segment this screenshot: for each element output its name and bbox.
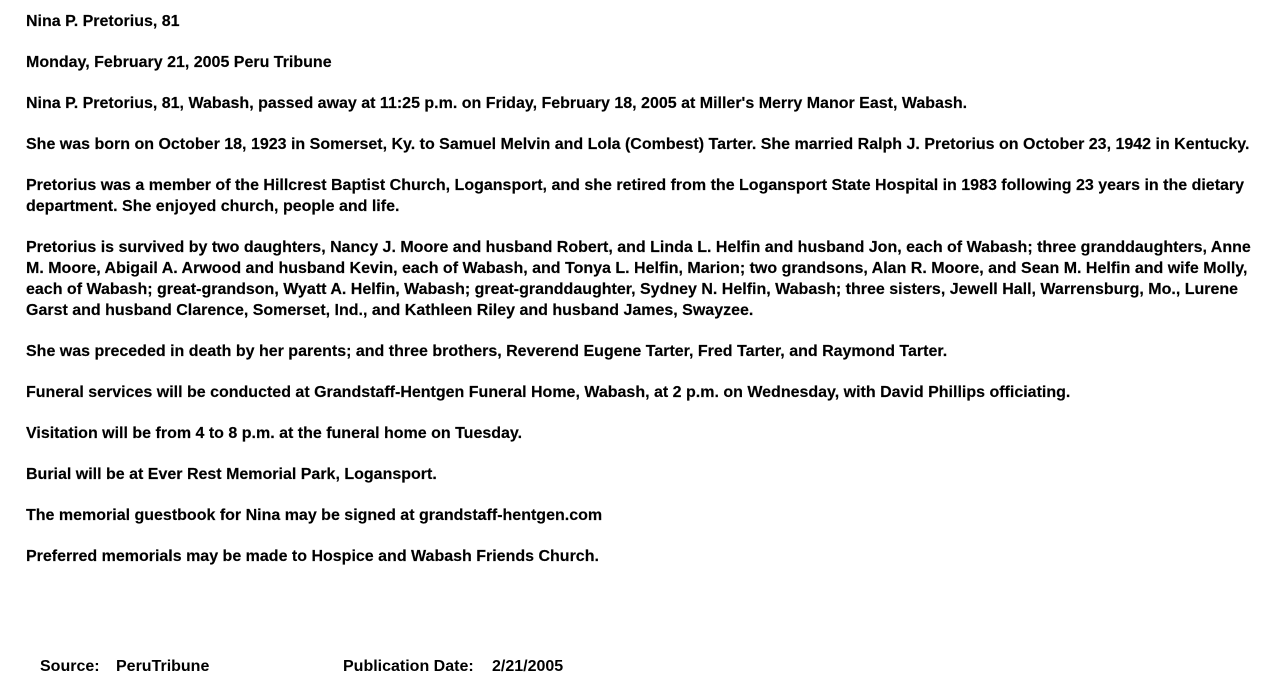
- paragraph-visitation: Visitation will be from 4 to 8 p.m. at the funeral home on Tuesday.: [26, 425, 523, 442]
- paragraph-preceded: She was preceded in death by her parents; and three brothers, Reverend Eugene Tarter, Fred Tarter, and Raymond Tarter.: [26, 343, 948, 360]
- source-label: Source:: [40, 658, 100, 675]
- paragraph-survivors: Pretorius is survived by two daughters, Nancy J. Moore and husband Robert, and Linda L. Helfin and husband Jon, each of Wabash; three granddaughters, Anne M. Moore, Abigail A. Arwood and husband Kevin, each of Wabash, and Tonya L. Helfin, Marion; two grandsons, Alan R. Moore, and Sean M. Helfin and wife Molly, each of Wabash; great-grandson, Wyatt A. Helfin, Wabash; great-granddaughter, Sydney N. Helfin, Wabash; three sisters, Jewell Hall, Warrensburg, Mo., Lurene Garst and husband Clarence, Somerset, Ind., and Kathleen Riley and husband James, Swayzee.: [26, 239, 1251, 319]
- source-value: PeruTribune: [116, 658, 210, 675]
- publication-date-value: 2/21/2005: [492, 658, 564, 675]
- source-footer: [40, 656, 563, 677]
- paragraph-funeral: Funeral services will be conducted at Grandstaff-Hentgen Funeral Home, Wabash, at 2 p.m. on Wednesday, with David Phillips officiating.: [26, 384, 1071, 401]
- paragraph-death-notice: Nina P. Pretorius, 81, Wabash, passed away at 11:25 p.m. on Friday, February 18, 2005 at Miller's Merry Manor East, Wabash.: [26, 95, 968, 112]
- obituary-document: [26, 11, 1270, 587]
- paragraph-burial: Burial will be at Ever Rest Memorial Park, Logansport.: [26, 466, 437, 483]
- paragraph-birth-marriage: She was born on October 18, 1923 in Somerset, Ky. to Samuel Melvin and Lola (Combest) Tarter. She married Ralph J. Pretorius on October 23, 1942 in Kentucky.: [26, 136, 1250, 153]
- paragraph-guestbook: The memorial guestbook for Nina may be signed at grandstaff-hentgen.com: [26, 507, 603, 524]
- obituary-dateline: Monday, February 21, 2005 Peru Tribune: [26, 54, 332, 71]
- publication-date-label: Publication Date:: [343, 658, 474, 675]
- paragraph-memorials: Preferred memorials may be made to Hospice and Wabash Friends Church.: [26, 548, 599, 565]
- paragraph-career: Pretorius was a member of the Hillcrest Baptist Church, Logansport, and she retired from the Logansport State Hospital in 1983 following 23 years in the dietary department. She enjoyed church, people and life.: [26, 177, 1245, 215]
- obituary-title: Nina P. Pretorius, 81: [26, 13, 180, 30]
